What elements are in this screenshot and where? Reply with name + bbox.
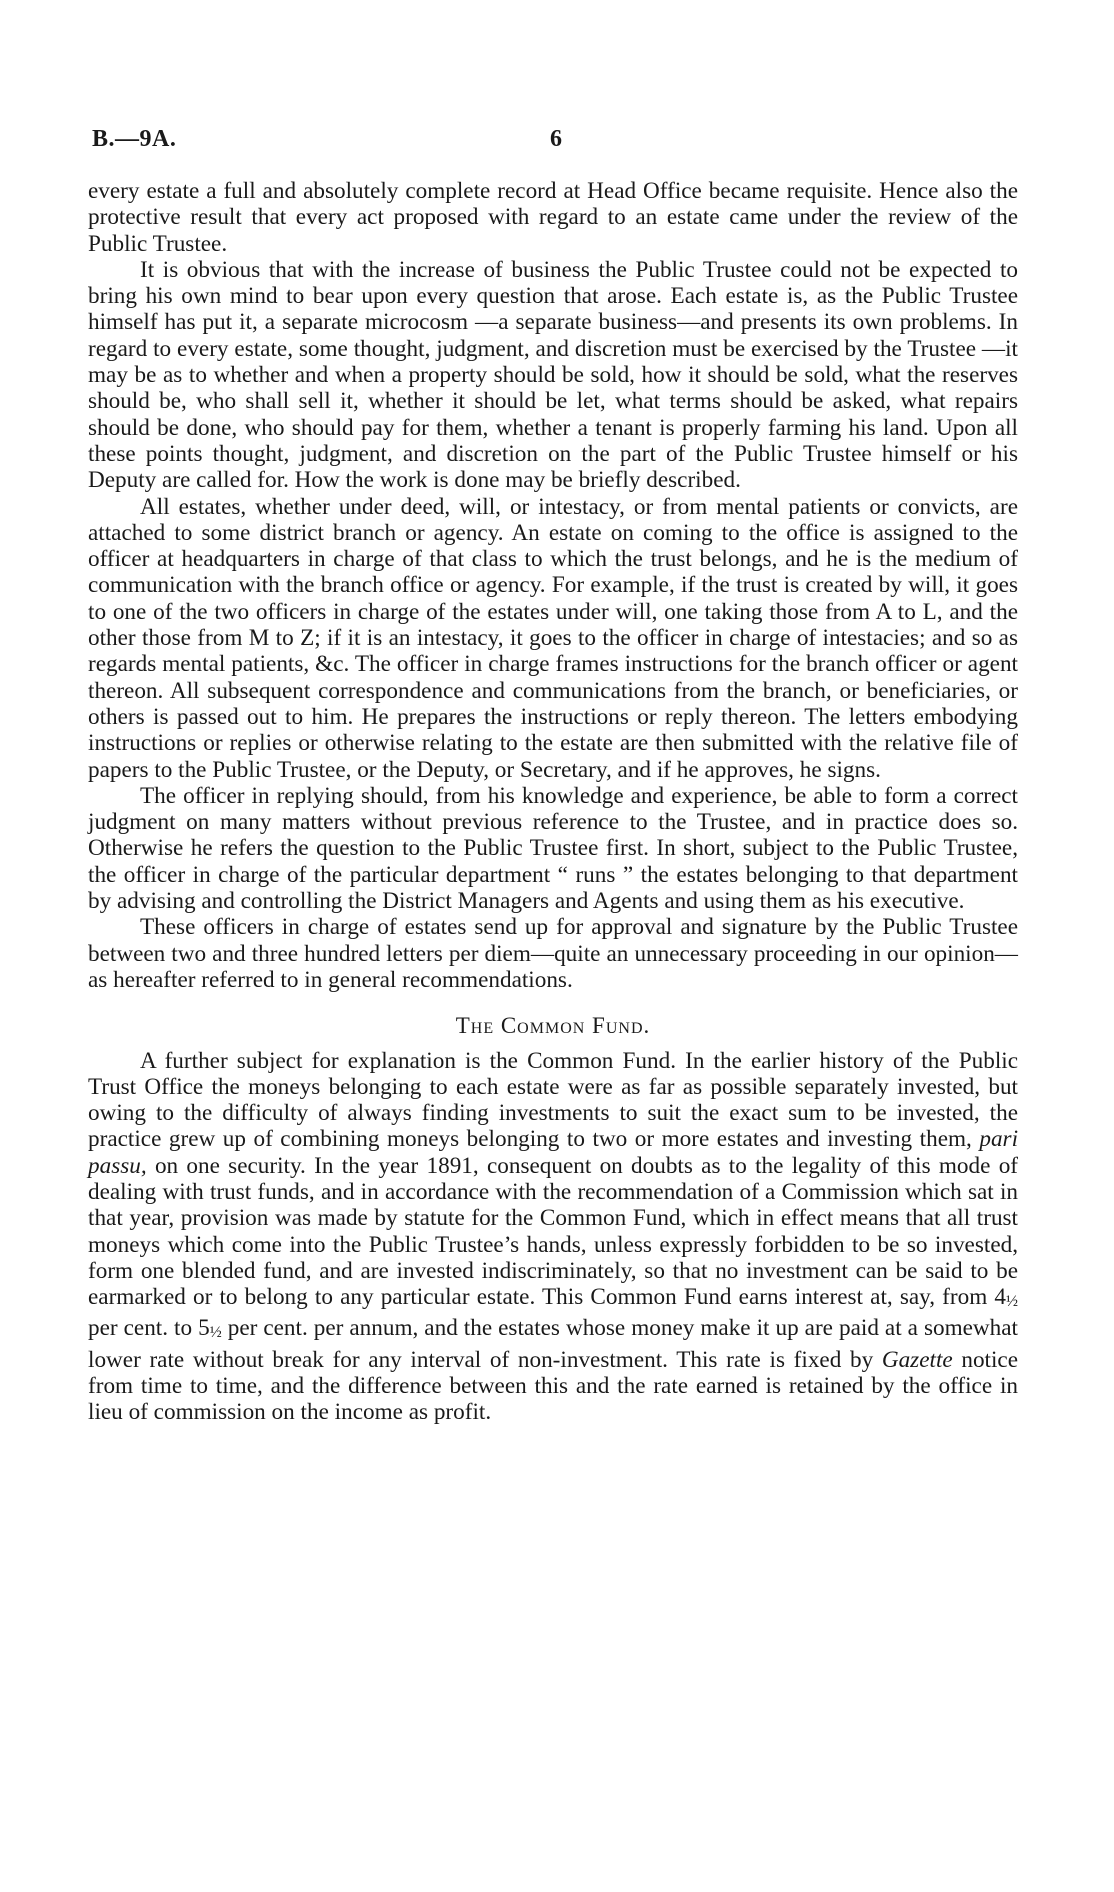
document-reference: B.—9A. xyxy=(92,126,177,152)
paragraph-letters-per-diem: These officers in charge of estates send up for approval and signature by the Public Trustee between two and three hundred letters per diem—quite an unnecessary proceeding in our opinion—as hereafter referred to in general recommendations. xyxy=(88,914,1018,993)
common-fund-text-5: notice from time to time, and the difference between this and the rate earned is retained by the office in lieu of commission on the income as profit. xyxy=(88,1346,1019,1426)
fraction-half-2: ½ xyxy=(209,1324,222,1342)
italic-gazette: Gazette xyxy=(881,1346,953,1373)
paragraph-estates-attached: All estates, whether under deed, will, or intestacy, or from mental patients or convicts, are attached to some district branch or agency. An estate on coming to the office is assigned to the officer at headquarters in charge of that class to which the trust belongs, and he is the medium of communication with the branch office or agency. For example, if the trust is created by will, it goes to one of the two officers in charge of the estates under will, one taking those from A to L, and the other those from M to Z; if it is an intestacy, it goes to the officer in charge of intestacies; and so as regards mental patients, &c. The officer in charge frames instructions for the branch officer or agent thereon. All subsequent correspondence and communications from the branch, or beneficiaries, or others is passed out to him. He prepares the instructions or reply thereon. The letters embodying instructions or replies or otherwise relating to the estate are then submitted with the relative file of papers to the Public Trustee, or the Deputy, or Secretary, and if he approves, he signs. xyxy=(88,493,1018,783)
paragraph-continuation: every estate a full and absolutely complete record at Head Office became requisite. Hence also the protective result that every act proposed with regard to an estate came under the review of the Public Trustee. xyxy=(88,178,1018,257)
paragraph-common-fund xyxy=(88,1048,1018,1426)
fraction-half-1: ½ xyxy=(1006,1293,1018,1311)
common-fund-text-3: per cent. to 5 xyxy=(88,1315,210,1342)
section-title-common-fund: The Common Fund. xyxy=(455,1013,651,1039)
paragraph-officer-replying: The officer in replying should, from his knowledge and experience, be able to form a correct judgment on many matters without previous reference to the Trustee, and in practice does so. Otherwise he refers the question to the Public Trustee first. In short, subject to the Public Trustee, the officer in charge of the particular department “ runs ” the estates belonging to that department by advising and controlling the District Managers and Agents and using them as his executive. xyxy=(88,782,1018,915)
italic-pari-passu: pari passu, xyxy=(88,1126,1019,1179)
body-text xyxy=(88,178,1018,1426)
paragraph-public-trustee-mind: It is obvious that with the increase of business the Public Trustee could not be expected to bring his own mind to bear upon every question that arose. Each estate is, as the Public Trustee himself has put it, a separate microcosm —a separate business—and presents its own problems. In regard to every estate, some thought, judgment, and discretion must be exercised by the Trustee —it may be as to whether and when a property should be sold, how it should be sold, what the reserves should be, who shall sell it, whether it should be let, what terms should be asked, what repairs should be done, who should pay for them, whether a tenant is properly farming his land. Upon all these points thought, judgment, and discretion on the part of the Public Trustee himself or his Deputy are called for. How the work is done may be briefly described. xyxy=(88,256,1018,494)
common-fund-text-1: A further subject for explanation is the Common Fund. In the earlier history of the Public Trust Office the moneys belonging to each estate were as far as possible separately invested, but owing to the difficulty of always finding investments to suit the exact sum to be invested, the practice grew up of combining moneys belonging to two or more estates and investing them, xyxy=(88,1047,1018,1153)
page-number: 6 xyxy=(550,126,562,152)
page-header xyxy=(92,126,1022,156)
common-fund-text-4: per cent. per annum, and the estates whose money make it up are paid at a somewhat lower rate without break for any interval of non-investment. This rate is fixed by xyxy=(88,1315,1018,1373)
common-fund-text-2: on one security. In the year 1891, consequent on doubts as to the legality of this mode of dealing with trust funds, and in accordance with the recommendation of a Commission which sat in that year, provision was made by statute for the Common Fund, which in effect means that all trust moneys which come into the Public Trustee’s hands, unless expressly forbidden to be so invested, form one blended fund, and are invested indiscriminately, so that no investment can be said to be earmarked or to belong to any particular estate. This Common Fund earns interest at, say, from 4 xyxy=(88,1152,1019,1311)
